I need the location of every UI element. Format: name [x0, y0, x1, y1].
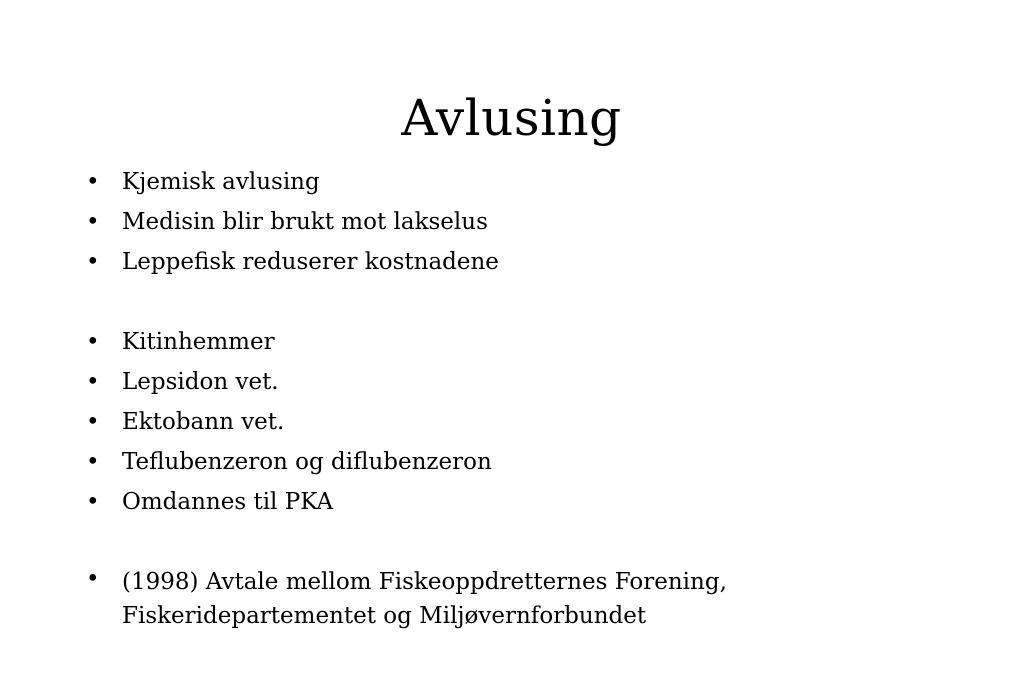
list-spacer [84, 522, 984, 562]
list-item-text: Teflubenzeron og diflubenzeron [122, 449, 492, 475]
list-item [84, 482, 984, 522]
list-item [84, 362, 984, 402]
bullet-icon: • [86, 449, 100, 475]
list-item-text: Medisin blir brukt mot lakselus [122, 209, 488, 235]
bullet-icon: • [86, 369, 100, 395]
bullet-icon: • [86, 169, 100, 195]
slide-title: Avlusing [401, 89, 622, 147]
list-item-text-line1: (1998) Avtale mellom Fiskeoppdretternes Forening, [122, 569, 727, 595]
list-item [84, 202, 984, 242]
list-item-text: Leppefisk reduserer kostnadene [122, 249, 499, 275]
bullet-icon: • [86, 409, 100, 435]
bullet-list [84, 162, 984, 633]
bullet-icon: • [86, 489, 100, 515]
list-item [84, 562, 984, 633]
list-item-text-line2: Fiskeridepartementet og Miljøvernforbundet [122, 603, 647, 629]
list-item [84, 242, 984, 282]
bullet-icon: • [86, 329, 100, 355]
list-item [84, 322, 984, 362]
list-item [84, 162, 984, 202]
list-item-text: Lepsidon vet. [122, 369, 279, 395]
list-item-text: Kjemisk avlusing [122, 169, 320, 195]
list-item [84, 442, 984, 482]
bullet-icon: • [86, 209, 100, 235]
bullet-icon: • [86, 566, 100, 592]
bullet-icon: • [86, 249, 100, 275]
list-spacer [84, 282, 984, 322]
list-item [84, 402, 984, 442]
list-item-text: Kitinhemmer [122, 329, 275, 355]
list-item-text: Ektobann vet. [122, 409, 285, 435]
list-item-text: Omdannes til PKA [122, 489, 334, 515]
